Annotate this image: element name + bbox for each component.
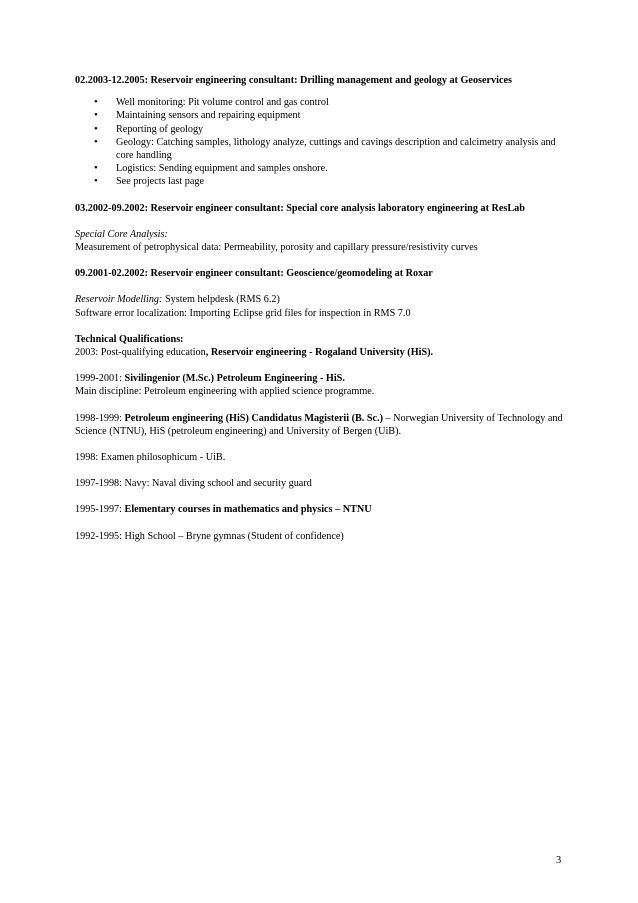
qualification-1998-prefix: 1998-1999: xyxy=(75,412,125,424)
list-item: • Maintaining sensors and repairing equipment xyxy=(75,109,575,122)
qualification-2003 xyxy=(75,346,575,359)
list-item: • Logistics: Sending equipment and samples onshore. xyxy=(75,162,575,175)
qualification-1995-title: Elementary courses in mathematics and physics – NTNU xyxy=(124,504,372,516)
list-item: • Geology: Catching samples, lithology analyze, cuttings and cavings description and calcimetry analysis and core handling xyxy=(75,136,575,162)
qualification-1992-1995: 1992-1995: High School – Bryne gymnas (Student of confidence) xyxy=(75,530,344,542)
roxar-subtitle-rest: System helpdesk (RMS 6.2) xyxy=(162,294,280,306)
list-item: • Well monitoring: Pit volume control and gas control xyxy=(75,96,575,109)
job-heading-roxar: 09.2001-02.2002: Reservoir engineer consultant: Geoscience/geomodeling at Roxar xyxy=(75,268,433,280)
roxar-subtitle: Reservoir Modelling: xyxy=(75,294,163,306)
page-content xyxy=(75,74,575,543)
qualification-1998-title: Petroleum engineering (HiS) Candidatus Magisterii (B. Sc.) xyxy=(124,412,383,424)
geoservices-task-list xyxy=(75,96,575,188)
list-item: • Reporting of geology xyxy=(75,123,575,136)
qualification-1999-title: Sivilingenior (M.Sc.) Petroleum Engineering - HiS. xyxy=(124,373,345,385)
qualification-1998-1999 xyxy=(75,412,575,438)
qualification-1995-prefix: 1995-1997: xyxy=(75,504,125,516)
qualification-2003-title: , Reservoir engineering - Rogaland University (HiS). xyxy=(205,347,434,359)
qualification-1999-prefix: 1999-2001: xyxy=(75,373,125,385)
qualification-2003-prefix: 2003: Post-qualifying education xyxy=(75,347,206,359)
qualification-1998: 1998: Examen philosophicum - UiB. xyxy=(75,452,226,464)
qualification-1999-discipline: Main discipline: Petroleum engineering with applied science programme. xyxy=(75,386,375,398)
page-number: 3 xyxy=(556,855,562,866)
qualification-1998-rest: – Norwegian University of Technology and Science (NTNU), HiS (petroleum engineering) and University of Bergen (UiB). xyxy=(75,412,563,437)
qualification-1997-1998: 1997-1998: Navy: Naval diving school and security guard xyxy=(75,478,312,490)
list-item: • See projects last page xyxy=(75,175,575,188)
job-heading-geoservices: 02.2003-12.2005: Reservoir engineering consultant: Drilling management and geology at Geoservices xyxy=(75,75,512,86)
qualifications-heading: Technical Qualifications: xyxy=(75,333,184,345)
roxar-line-1 xyxy=(75,293,575,306)
reslab-subtitle: Special Core Analysis: xyxy=(75,228,168,240)
roxar-line-2: Software error localization: Importing Eclipse grid files for inspection in RMS 7.0 xyxy=(75,307,411,319)
qualification-1995-1997 xyxy=(75,503,575,516)
job-heading-reslab: 03.2002-09.2002: Reservoir engineer consultant: Special core analysis laboratory engineering at ResLab xyxy=(75,202,525,214)
qualification-1999-2001 xyxy=(75,372,575,385)
reslab-description: Measurement of petrophysical data: Permeability, porosity and capillary pressure/resistivity curves xyxy=(75,242,478,254)
